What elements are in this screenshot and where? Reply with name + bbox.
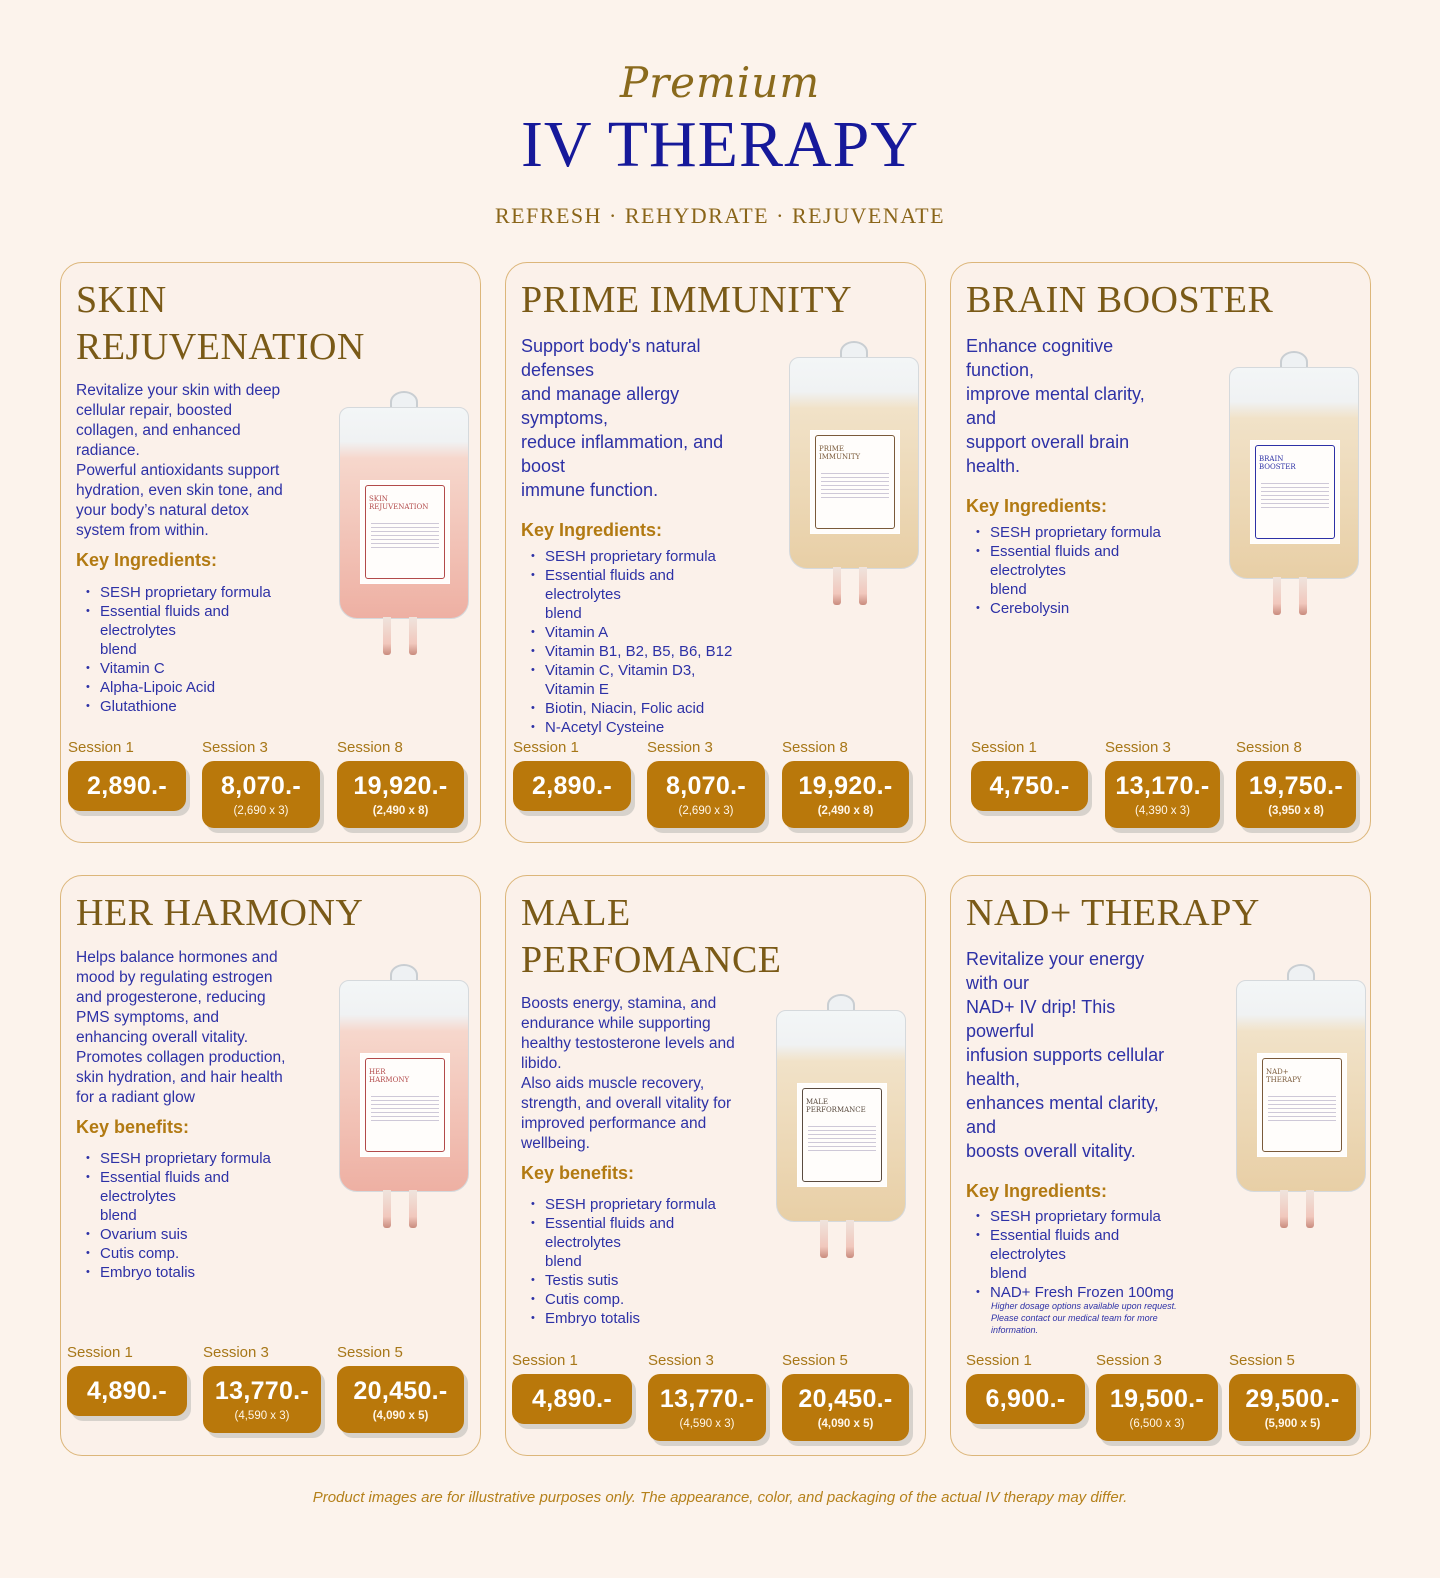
bag-label bbox=[360, 480, 450, 584]
premium-script: Premium bbox=[619, 58, 821, 107]
bag-tube bbox=[409, 1190, 417, 1228]
list-item: • Cutis comp. bbox=[76, 1244, 316, 1263]
bag-tube bbox=[1299, 577, 1307, 615]
card-description: Support body's natural defenses and manage allergy symptoms, reduce inflammation, and boost immune function. bbox=[521, 336, 724, 500]
price-breakdown: (4,090 x 5) bbox=[372, 1410, 429, 1422]
card-description: Enhance cognitive function, improve mental clarity, and support overall brain health. bbox=[966, 336, 1145, 476]
bag-tube bbox=[409, 617, 417, 655]
session-label: Session 3 bbox=[647, 739, 713, 756]
bag-label-text: BRAIN BOOSTER bbox=[1259, 455, 1296, 471]
bag-tube bbox=[846, 1220, 854, 1258]
price-value: 20,450.- bbox=[798, 1385, 893, 1413]
list-item: • Vitamin B1, B2, B5, B6, B12 bbox=[521, 642, 761, 661]
bag-label-fine-print bbox=[808, 1126, 876, 1154]
tagline: REFRESH · REHYDRATE · REJUVENATE bbox=[494, 203, 946, 228]
list-item: • Embryo totalis bbox=[76, 1263, 316, 1282]
key-ingredients-title: Key Ingredients: bbox=[76, 550, 218, 570]
card-prime-immunity bbox=[505, 262, 926, 843]
list-item: • Essential fluids and electrolytes blend bbox=[521, 566, 761, 623]
session-label: Session 3 bbox=[202, 739, 268, 756]
session-label: Session 3 bbox=[1105, 739, 1171, 756]
list-item: • Alpha-Lipoic Acid bbox=[76, 678, 316, 697]
session-label: Session 1 bbox=[971, 739, 1037, 756]
price-session-5 bbox=[337, 1366, 464, 1433]
key-benefits-title: Key benefits: bbox=[76, 1117, 190, 1137]
price-session-5 bbox=[782, 1374, 909, 1441]
price-session-8 bbox=[1236, 761, 1356, 828]
price-value: 8,070.- bbox=[666, 772, 746, 800]
bag-label-text: PRIME IMMUNITY bbox=[819, 445, 861, 461]
price-session-3 bbox=[1105, 761, 1220, 828]
price-session-1 bbox=[67, 1366, 187, 1416]
card-male-performance bbox=[505, 875, 926, 1456]
page-title: IV THERAPY bbox=[520, 108, 920, 181]
list-item: • SESH proprietary formula bbox=[76, 583, 316, 602]
session-label: Session 1 bbox=[67, 1344, 133, 1361]
iv-bag-image bbox=[339, 964, 469, 1229]
price-value: 4,890.- bbox=[87, 1377, 167, 1405]
session-label: Session 8 bbox=[782, 739, 848, 756]
session-label: Session 1 bbox=[966, 1352, 1032, 1369]
ingredient-list bbox=[76, 1149, 316, 1282]
price-breakdown: (2,490 x 8) bbox=[817, 805, 874, 817]
iv-bag-image bbox=[1236, 964, 1366, 1229]
price-value: 29,500.- bbox=[1245, 1385, 1340, 1413]
price-session-1 bbox=[512, 1374, 632, 1424]
bag-tube bbox=[1273, 577, 1281, 615]
list-item: • Essential fluids and electrolytes blend bbox=[966, 1226, 1206, 1283]
bag-label bbox=[1257, 1053, 1347, 1157]
ingredient-list bbox=[966, 523, 1206, 618]
price-session-3 bbox=[1096, 1374, 1218, 1441]
bag-label-text: HER HARMONY bbox=[369, 1068, 410, 1084]
card-description: Helps balance hormones and mood by regulating estrogen and progesterone, reducing PMS symptoms, and enhancing overall vitality. Promotes collagen production, skin hydration, and hair health for a radiant glow bbox=[76, 949, 286, 1106]
price-session-1 bbox=[966, 1374, 1085, 1424]
session-label: Session 1 bbox=[68, 739, 134, 756]
list-item: • N-Acetyl Cysteine bbox=[521, 718, 761, 737]
list-item: • Vitamin A bbox=[521, 623, 761, 642]
list-item: • SESH proprietary formula bbox=[521, 547, 761, 566]
list-item: • Essential fluids and electrolytes blend bbox=[76, 1168, 316, 1225]
price-value: 8,070.- bbox=[221, 772, 301, 800]
dosage-note: Higher dosage options available upon request. Please contact our medical team for more information. bbox=[991, 1301, 1177, 1335]
bag-tube bbox=[383, 1190, 391, 1228]
price-session-3 bbox=[647, 761, 765, 828]
key-ingredients-title: Key Ingredients: bbox=[521, 520, 663, 540]
ingredient-list bbox=[521, 1195, 761, 1328]
price-session-8 bbox=[337, 761, 464, 828]
bag-tube bbox=[1306, 1190, 1314, 1228]
price-breakdown: (3,950 x 8) bbox=[1268, 805, 1324, 817]
list-item: • SESH proprietary formula bbox=[966, 523, 1206, 542]
price-breakdown: (4,590 x 3) bbox=[234, 1410, 290, 1422]
price-value: 4,890.- bbox=[532, 1385, 612, 1413]
list-item: • Cutis comp. bbox=[521, 1290, 761, 1309]
price-value: 6,900.- bbox=[985, 1385, 1066, 1413]
key-benefits-title: Key benefits: bbox=[521, 1163, 635, 1183]
price-session-5 bbox=[1229, 1374, 1356, 1441]
iv-bag-image bbox=[789, 341, 919, 606]
list-item: • Ovarium suis bbox=[76, 1225, 316, 1244]
bag-label-fine-print bbox=[1268, 1096, 1336, 1124]
list-item: • Embryo totalis bbox=[521, 1309, 761, 1328]
bag-tube bbox=[820, 1220, 828, 1258]
iv-bag-image bbox=[339, 391, 469, 656]
card-title: BRAIN BOOSTER bbox=[966, 279, 1274, 321]
session-label: Session 1 bbox=[512, 1352, 578, 1369]
card-description: Boosts energy, stamina, and endurance while supporting healthy testosterone levels and libido. Also aids muscle recovery, strength, and overall vitality for improved performance and wellbeing. bbox=[521, 995, 735, 1152]
session-label: Session 8 bbox=[337, 739, 403, 756]
bag-label bbox=[1250, 440, 1340, 544]
session-label: Session 8 bbox=[1236, 739, 1302, 756]
price-value: 19,920.- bbox=[353, 772, 448, 800]
price-session-8 bbox=[782, 761, 909, 828]
session-label: Session 3 bbox=[648, 1352, 714, 1369]
price-breakdown: (4,590 x 3) bbox=[679, 1418, 735, 1430]
bag-label bbox=[360, 1053, 450, 1157]
price-value: 13,170.- bbox=[1115, 772, 1210, 800]
card-title: PRIME IMMUNITY bbox=[521, 279, 853, 321]
session-label: Session 5 bbox=[337, 1344, 403, 1361]
iv-bag-image bbox=[1229, 351, 1359, 616]
bag-tube bbox=[859, 567, 867, 605]
card-title: SKIN REJUVENATION bbox=[76, 279, 365, 368]
bag-body bbox=[1236, 980, 1366, 1192]
bag-tube bbox=[1280, 1190, 1288, 1228]
list-item: • Essential fluids and electrolytes blend bbox=[76, 602, 316, 659]
list-item: • Vitamin C, Vitamin D3, Vitamin E bbox=[521, 661, 761, 699]
list-item: • NAD+ Fresh Frozen 100mg bbox=[966, 1283, 1206, 1302]
session-label: Session 5 bbox=[782, 1352, 848, 1369]
price-session-3 bbox=[648, 1374, 766, 1441]
bag-body bbox=[339, 980, 469, 1192]
bag-label bbox=[797, 1083, 887, 1187]
bag-body bbox=[1229, 367, 1359, 579]
price-value: 4,750.- bbox=[989, 772, 1070, 800]
list-item: • Essential fluids and electrolytes blend bbox=[521, 1214, 761, 1271]
bag-label-fine-print bbox=[371, 523, 439, 551]
price-breakdown: (2,690 x 3) bbox=[678, 805, 734, 817]
session-label: Session 5 bbox=[1229, 1352, 1295, 1369]
bag-tube bbox=[383, 617, 391, 655]
ingredient-list bbox=[76, 583, 316, 716]
price-breakdown: (4,390 x 3) bbox=[1135, 805, 1190, 817]
card-description: Revitalize your energy with our NAD+ IV drip! This powerful infusion supports cellular health, enhances mental clarity, and boosts overall vitality. bbox=[966, 949, 1165, 1161]
price-session-3 bbox=[203, 1366, 321, 1433]
card-title: NAD+ THERAPY bbox=[966, 892, 1260, 934]
price-session-1 bbox=[68, 761, 186, 811]
price-breakdown: (5,900 x 5) bbox=[1264, 1418, 1321, 1430]
price-breakdown: (2,490 x 8) bbox=[372, 805, 429, 817]
iv-bag-image bbox=[776, 994, 906, 1259]
card-description: Revitalize your skin with deep cellular repair, boosted collagen, and enhanced radiance. Powerful antioxidants support hydration, even skin tone, and your body’s natural detox system from within. bbox=[76, 382, 283, 539]
card-nad-therapy bbox=[950, 875, 1371, 1456]
key-ingredients-title: Key Ingredients: bbox=[966, 496, 1108, 516]
price-session-3 bbox=[202, 761, 320, 828]
key-ingredients-title: Key Ingredients: bbox=[966, 1181, 1108, 1201]
price-session-1 bbox=[971, 761, 1088, 811]
price-value: 2,890.- bbox=[87, 772, 167, 800]
ingredient-list bbox=[966, 1207, 1206, 1302]
bag-label-fine-print bbox=[371, 1096, 439, 1124]
price-breakdown: (6,500 x 3) bbox=[1129, 1418, 1185, 1430]
price-breakdown: (2,690 x 3) bbox=[233, 805, 289, 817]
bag-body bbox=[789, 357, 919, 569]
bag-label-fine-print bbox=[1261, 483, 1329, 511]
price-session-1 bbox=[513, 761, 631, 811]
list-item: • SESH proprietary formula bbox=[966, 1207, 1206, 1226]
session-label: Session 3 bbox=[1096, 1352, 1162, 1369]
bag-label bbox=[810, 430, 900, 534]
ingredient-list bbox=[521, 547, 761, 737]
card-title: MALE PERFOMANCE bbox=[521, 892, 782, 981]
bag-body bbox=[776, 1010, 906, 1222]
session-label: Session 1 bbox=[513, 739, 579, 756]
price-value: 20,450.- bbox=[353, 1377, 448, 1405]
bag-label-text: NAD+ THERAPY bbox=[1266, 1068, 1302, 1084]
list-item: • Biotin, Niacin, Folic acid bbox=[521, 699, 761, 718]
bag-label-text: MALE PERFORMANCE bbox=[806, 1098, 866, 1114]
price-value: 2,890.- bbox=[532, 772, 612, 800]
list-item: • Vitamin C bbox=[76, 659, 316, 678]
list-item: • Cerebolysin bbox=[966, 599, 1206, 618]
bag-label-text: SKIN REJUVENATION bbox=[369, 495, 429, 511]
card-skin-rejuvenation bbox=[60, 262, 481, 843]
bag-body bbox=[339, 407, 469, 619]
card-brain-booster bbox=[950, 262, 1371, 843]
price-breakdown: (4,090 x 5) bbox=[817, 1418, 874, 1430]
price-value: 13,770.- bbox=[214, 1377, 310, 1405]
price-value: 19,500.- bbox=[1109, 1385, 1205, 1413]
list-item: • SESH proprietary formula bbox=[76, 1149, 316, 1168]
list-item: • SESH proprietary formula bbox=[521, 1195, 761, 1214]
card-her-harmony bbox=[60, 875, 481, 1456]
list-item: • Glutathione bbox=[76, 697, 316, 716]
bag-tube bbox=[833, 567, 841, 605]
price-value: 19,920.- bbox=[798, 772, 893, 800]
page-header bbox=[0, 0, 1440, 250]
bag-label-fine-print bbox=[821, 473, 889, 501]
list-item: • Testis sutis bbox=[521, 1271, 761, 1290]
price-value: 13,770.- bbox=[659, 1385, 755, 1413]
price-value: 19,750.- bbox=[1248, 772, 1344, 800]
disclaimer-footer: Product images are for illustrative purposes only. The appearance, color, and packaging of the actual IV therapy may differ. bbox=[312, 1489, 1128, 1506]
session-label: Session 3 bbox=[203, 1344, 269, 1361]
list-item: • Essential fluids and electrolytes blend bbox=[966, 542, 1206, 599]
card-title: HER HARMONY bbox=[76, 892, 364, 934]
